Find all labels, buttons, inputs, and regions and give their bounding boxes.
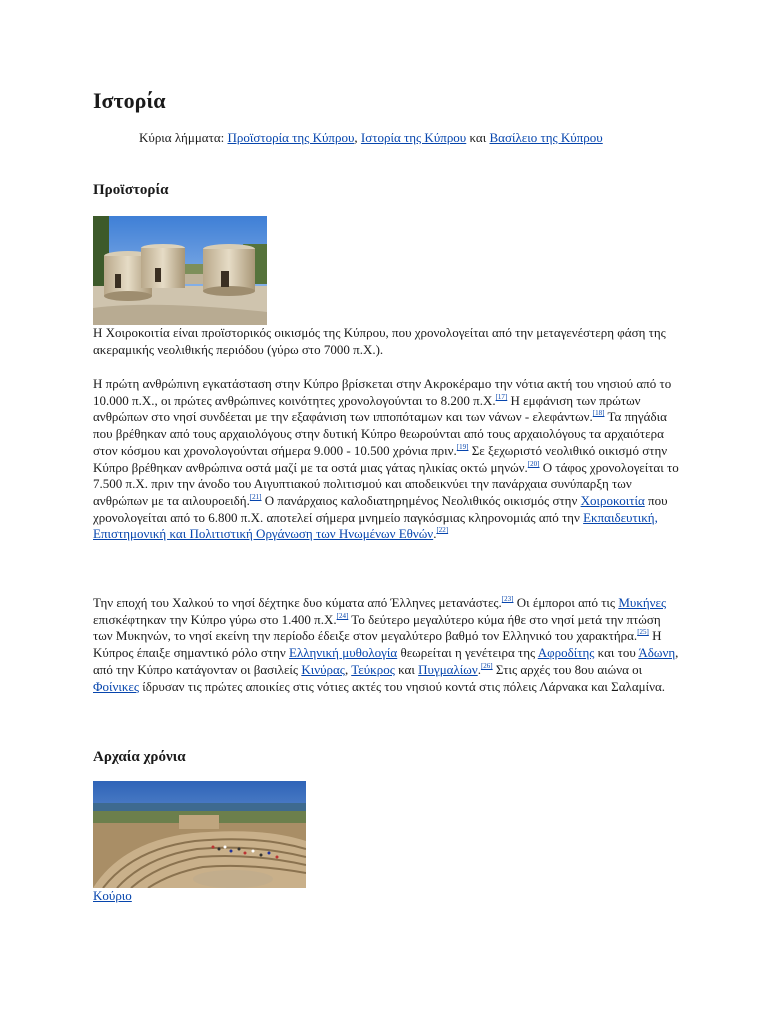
inline-link[interactable]: Χοιροκοιτία [580, 492, 645, 508]
text-run: ίδρυσαν τις πρώτες αποικίες στις νότιες ακτές του νησιού κοντά στις πόλεις Λάρνακα και Σαλαμίνα. [139, 678, 666, 694]
reference-marker [436, 526, 448, 534]
link-prehistory-of-cyprus[interactable]: Προϊστορία της Κύπρου [227, 130, 355, 145]
reference-marker [337, 612, 349, 620]
reference-marker [593, 409, 605, 417]
text-run: Ο τάφος χρονολογείται το 7.500 π.Χ. πριν την άνοδο του Αιγυπτιακού πολιτισμού και αποδεικνύει την πανάρχαια συνύπαρξη των ανθρώπων με τα αιλουροειδή. [93, 459, 679, 508]
paragraph-prehistory-1 [93, 376, 683, 543]
inline-link[interactable]: Εκπαιδευτική, Επιστημονική και Πολιτιστική Οργάνωση των Ηνωμένων Εθνών [93, 509, 658, 542]
reference-link[interactable]: [19] [456, 442, 469, 451]
inline-link[interactable]: Κινύρας [301, 661, 345, 677]
text-run: Η εμφάνιση των πρώτων ανθρώπων στο νησί συνδέεται με την εξαφάνιση των ιπποπόταμων και των νάνων - ελεφάντων. [93, 392, 641, 425]
inline-link[interactable]: Μυκήνες [618, 595, 667, 610]
text-run: Τα πηγάδια που βρέθηκαν από τους αρχαιολόγους στην δυτική Κύπρο θεωρούνται από τους αρχαιολόγους τα αρχαιότερα στον κόσμου και χρονολογούνται σήμερα 9.000 - 10.500 χρόνια πριν. [93, 409, 667, 458]
reference-link[interactable]: [18] [592, 409, 605, 418]
text-run: . [433, 526, 437, 542]
text-run: που χρονολογείται από το 6.800 π.Χ. αποτελεί σήμερα μνημείο παγκόσμιας κληρονομιάς από την [93, 492, 668, 525]
reference-marker [637, 628, 649, 636]
inline-link[interactable]: Αφροδίτης [537, 645, 595, 661]
inline-link[interactable]: Πυγμαλίων [418, 661, 478, 677]
link-history-of-cyprus[interactable]: Ιστορία της Κύπρου [360, 130, 467, 145]
main-articles-prefix: Κύρια λήμματα: [139, 130, 228, 145]
text-run: , από την Κύπρο κατάγονταν οι βασιλείς [93, 645, 679, 677]
reference-marker [528, 460, 540, 468]
reference-marker [481, 662, 493, 670]
image-caption-kourion [93, 888, 683, 905]
inline-link[interactable]: Άδωνη [638, 645, 676, 661]
text-run: . [477, 661, 481, 677]
text-run: θεωρείται η γενέτειρα της [397, 645, 538, 661]
subsection-heading-ancient: Αρχαία χρόνια [93, 749, 186, 765]
choirokoitia-photo[interactable] [93, 216, 267, 325]
text-run: επισκέφτηκαν την Κύπρο γύρω στο 1.400 π.Χ. [93, 611, 337, 627]
reference-link[interactable]: [22] [436, 526, 449, 535]
reference-link[interactable]: [17] [495, 392, 508, 401]
text-run: Την εποχή του Χαλκού το νησί δέχτηκε δυο κύματα από Έλληνες μετανάστες. [93, 595, 502, 610]
reference-link[interactable]: [21] [249, 492, 262, 501]
text-run: Στις αρχές του 8ου αιώνα οι [492, 661, 643, 677]
subsection-heading-prehistory: Προϊστορία [93, 182, 169, 198]
link-kourion[interactable]: Κούριο [93, 888, 132, 903]
reference-link[interactable]: [26] [480, 661, 493, 670]
reference-link[interactable]: [24] [336, 611, 349, 620]
kourion-theatre-photo[interactable] [93, 781, 306, 888]
reference-marker [250, 493, 262, 501]
reference-marker [457, 443, 469, 451]
reference-link[interactable]: [20] [527, 459, 540, 468]
text-run: Το δεύτερο μεγαλύτερο κύμα ήθε στο νησί μετά την πτώση των Μυκηνών, το νησί εκείνη την περίοδο έδειξε στον μεγαλύτερο βαθμό τον Ελληνικό του χαρακτήρα. [93, 611, 661, 644]
image-caption-choirokoitia: Η Χοιροκοιτία είναι προϊστορικός οικισμός της Κύπρου, που χρονολογείται από την μεταγενέστερη φάση της ακεραμικής νεολιθικής περιόδου (γύρω στο 7000 π.Χ.). [93, 325, 666, 357]
link-kingdom-of-cyprus[interactable]: Βασίλειο της Κύπρου [489, 130, 603, 145]
text-run: Η πρώτη ανθρώπινη εγκατάσταση στην Κύπρο βρίσκεται στην Ακροκέραμο την νότια ακτή του νησιού από το 10.000 π.Χ., οι πρώτες ανθρώπινες κοινότητες χρονολογούνται το 8.200 π.Χ. [93, 376, 672, 408]
inline-link[interactable]: Φοίνικες [93, 678, 140, 694]
main-articles-note: Κύρια λήμματα: Προϊστορία της Κύπρου, Ιστορία της Κύπρου και Βασίλειο της Κύπρου [139, 130, 603, 145]
text-run: Ο πανάρχαιος καλοδιατηρημένος Νεολιθικός οικισμός στην [261, 492, 581, 508]
text-run: Η Κύπρος έπαιξε σημαντικό ρόλο στην [93, 628, 662, 661]
reference-link[interactable]: [23] [501, 595, 514, 603]
text-run: Σε ξεχωριστό νεολιθικό οικισμό στην Κύπρο βρέθηκαν ανθρώπινα οστά μαζί με τα οστά μιας γάτας ηλικίας οκτώ μηνών. [93, 442, 668, 475]
text-run: Οι έμποροι από τις [513, 595, 619, 610]
text-run: , [344, 661, 352, 677]
section-title: Ιστορία [93, 88, 166, 113]
inline-link[interactable]: Ελληνική μυθολογία [289, 645, 398, 661]
text-run: και [394, 661, 419, 677]
reference-marker [502, 595, 514, 603]
text-run: και του [594, 645, 639, 661]
reference-link[interactable]: [25] [637, 628, 649, 637]
paragraph-prehistory-2 [93, 595, 683, 695]
inline-link[interactable]: Τεύκρος [351, 661, 395, 677]
reference-marker [496, 393, 508, 401]
